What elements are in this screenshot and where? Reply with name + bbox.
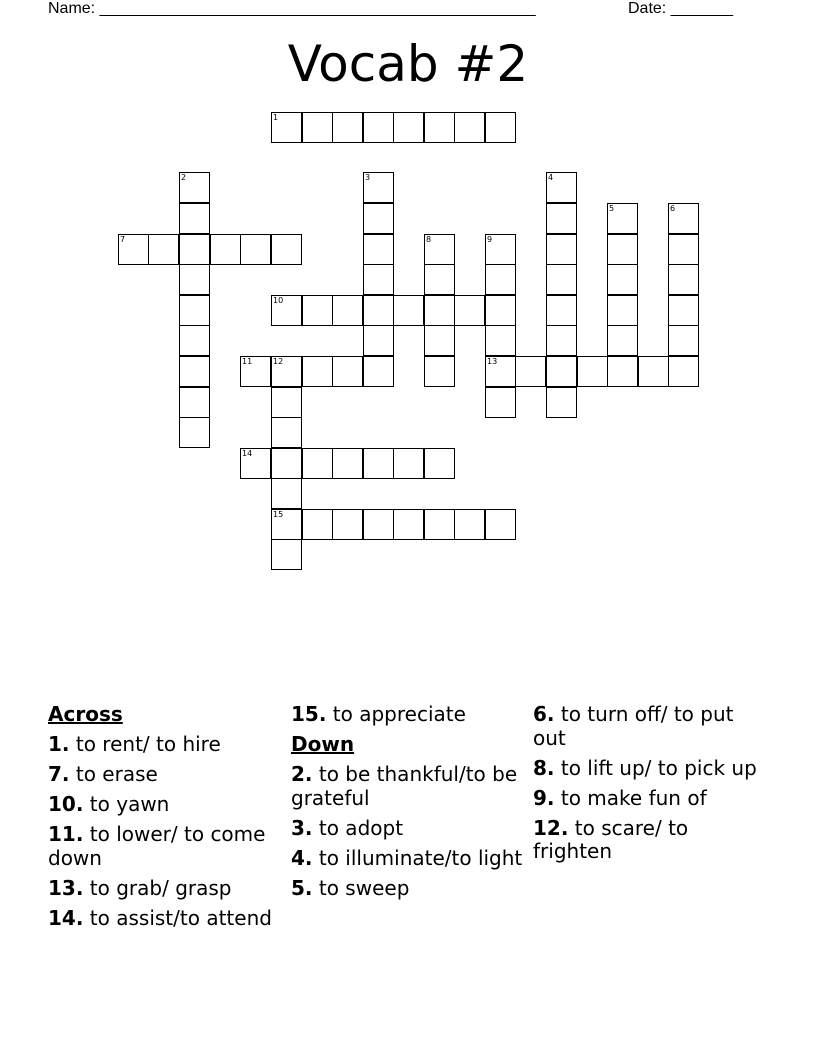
clue-number-label: 6. bbox=[533, 702, 555, 726]
clue-item bbox=[533, 757, 765, 781]
clue-text: to assist/to attend bbox=[83, 905, 272, 930]
grid-cell[interactable] bbox=[179, 325, 210, 356]
grid-cell[interactable] bbox=[485, 387, 516, 418]
grid-cell[interactable] bbox=[271, 417, 302, 448]
grid-cell[interactable] bbox=[302, 112, 333, 143]
clue-number-label: 4. bbox=[291, 845, 313, 870]
grid-cell[interactable] bbox=[302, 295, 333, 326]
grid-cell[interactable] bbox=[454, 509, 485, 540]
grid-cell[interactable] bbox=[363, 172, 394, 203]
grid-cell[interactable] bbox=[393, 509, 424, 540]
grid-cell[interactable] bbox=[607, 325, 638, 356]
grid-cell[interactable] bbox=[332, 112, 363, 143]
clue-item bbox=[291, 877, 523, 901]
clue-text: to scare/ to frighten bbox=[533, 815, 689, 863]
down-clue-list bbox=[291, 763, 523, 900]
clue-number: 13 bbox=[487, 357, 498, 366]
clue-number: 11 bbox=[242, 357, 253, 366]
grid-cell[interactable] bbox=[485, 356, 516, 387]
grid-cell[interactable] bbox=[454, 112, 485, 143]
grid-cell[interactable] bbox=[393, 112, 424, 143]
clue-text: to grab/ grasp bbox=[83, 875, 232, 900]
clue-number-label: 12. bbox=[533, 815, 569, 840]
grid-cell[interactable] bbox=[424, 448, 455, 479]
grid-cell[interactable] bbox=[240, 356, 271, 387]
grid-cell[interactable] bbox=[668, 295, 699, 326]
clue-number-label: 9. bbox=[533, 785, 555, 810]
grid-cell[interactable] bbox=[271, 234, 302, 265]
clue-number: 7 bbox=[120, 235, 126, 244]
clue-number: 3 bbox=[365, 173, 371, 182]
grid-cell[interactable] bbox=[638, 356, 669, 387]
grid-cell[interactable] bbox=[485, 325, 516, 356]
grid-cell[interactable] bbox=[118, 234, 149, 265]
clue-number-label: 1. bbox=[48, 732, 70, 756]
grid-cell[interactable] bbox=[179, 203, 210, 234]
clues-column-2 bbox=[291, 703, 523, 907]
puzzle-title: Vocab #2 bbox=[287, 35, 529, 93]
grid-cell[interactable] bbox=[485, 264, 516, 295]
across-heading: Across bbox=[48, 702, 123, 726]
clue-number: 4 bbox=[548, 173, 554, 182]
clue-text: to yawn bbox=[83, 792, 170, 816]
grid-cell[interactable] bbox=[363, 509, 394, 540]
clues-column-3 bbox=[533, 703, 765, 870]
clue-number: 9 bbox=[487, 235, 493, 244]
grid-cell[interactable] bbox=[363, 203, 394, 234]
clue-number-label: 13. bbox=[48, 875, 84, 900]
grid-cell[interactable] bbox=[179, 234, 210, 265]
grid-cell[interactable] bbox=[607, 264, 638, 295]
clue-number: 12 bbox=[273, 357, 284, 366]
clue-number: 1 bbox=[273, 113, 279, 122]
clue-item bbox=[533, 817, 765, 864]
clue-item bbox=[533, 787, 765, 811]
grid-cell[interactable] bbox=[148, 234, 179, 265]
clue-number-label: 8. bbox=[533, 755, 555, 780]
grid-cell[interactable] bbox=[485, 112, 516, 143]
grid-cell[interactable] bbox=[515, 356, 546, 387]
grid-cell[interactable] bbox=[424, 295, 455, 326]
clue-item bbox=[48, 877, 280, 901]
grid-cell[interactable] bbox=[332, 509, 363, 540]
clue-number-label: 5. bbox=[291, 875, 313, 900]
clue-text: to lift up/ to pick up bbox=[554, 755, 757, 780]
clue-number-label: 15. bbox=[291, 702, 327, 726]
grid-cell[interactable] bbox=[546, 325, 577, 356]
clue-number-label: 7. bbox=[48, 762, 70, 786]
clue-item bbox=[291, 763, 523, 810]
clue-number: 2 bbox=[181, 173, 187, 182]
clue-number: 5 bbox=[609, 204, 615, 213]
grid-cell[interactable] bbox=[363, 325, 394, 356]
grid-cell[interactable] bbox=[271, 295, 302, 326]
grid-cell[interactable] bbox=[210, 234, 241, 265]
grid-cell[interactable] bbox=[271, 539, 302, 570]
grid-cell[interactable] bbox=[546, 234, 577, 265]
grid-cell[interactable] bbox=[668, 325, 699, 356]
grid-cell[interactable] bbox=[363, 234, 394, 265]
clue-number-label: 10. bbox=[48, 792, 84, 816]
clues-column-1 bbox=[48, 703, 280, 937]
grid-cell[interactable] bbox=[302, 509, 333, 540]
grid-cell[interactable] bbox=[546, 203, 577, 234]
clue-item bbox=[291, 847, 523, 871]
grid-cell[interactable] bbox=[240, 448, 271, 479]
grid-cell[interactable] bbox=[668, 234, 699, 265]
grid-cell[interactable] bbox=[607, 356, 638, 387]
clue-number: 14 bbox=[242, 449, 253, 458]
clue-item bbox=[48, 793, 280, 817]
grid-cell[interactable] bbox=[668, 203, 699, 234]
clue-number: 15 bbox=[273, 510, 284, 519]
down-clue-list-continued bbox=[533, 703, 765, 864]
grid-cell[interactable] bbox=[393, 448, 424, 479]
across-clue-list-continued bbox=[291, 703, 523, 727]
grid-cell[interactable] bbox=[363, 112, 394, 143]
grid-cell[interactable] bbox=[179, 172, 210, 203]
clue-number-label: 11. bbox=[48, 822, 84, 846]
clue-text: to turn off/ to put out bbox=[533, 702, 734, 750]
grid-cell[interactable] bbox=[271, 478, 302, 509]
grid-cell[interactable] bbox=[424, 264, 455, 295]
clue-item bbox=[48, 763, 280, 787]
grid-cell[interactable] bbox=[607, 234, 638, 265]
grid-cell[interactable] bbox=[424, 112, 455, 143]
clue-text: to erase bbox=[69, 762, 158, 786]
grid-cell[interactable] bbox=[485, 295, 516, 326]
grid-cell[interactable] bbox=[668, 356, 699, 387]
down-heading: Down bbox=[291, 732, 355, 756]
grid-cell[interactable] bbox=[546, 387, 577, 418]
grid-cell[interactable] bbox=[485, 234, 516, 265]
grid-cell[interactable] bbox=[424, 234, 455, 265]
clue-text: to adopt bbox=[312, 815, 404, 840]
clue-text: to sweep bbox=[312, 875, 410, 900]
grid-cell[interactable] bbox=[607, 203, 638, 234]
grid-cell[interactable] bbox=[546, 172, 577, 203]
date-field-line[interactable]: Date: _______ bbox=[628, 0, 733, 17]
grid-cell[interactable] bbox=[240, 234, 271, 265]
grid-cell[interactable] bbox=[271, 509, 302, 540]
grid-cell[interactable] bbox=[546, 356, 577, 387]
grid-cell[interactable] bbox=[271, 112, 302, 143]
grid-cell[interactable] bbox=[363, 448, 394, 479]
clue-item bbox=[48, 823, 280, 870]
grid-cell[interactable] bbox=[179, 295, 210, 326]
grid-cell[interactable] bbox=[485, 509, 516, 540]
grid-cell[interactable] bbox=[332, 448, 363, 479]
clue-text: to rent/ to hire bbox=[69, 732, 221, 756]
clue-number-label: 14. bbox=[48, 905, 84, 930]
clue-number-label: 3. bbox=[291, 815, 313, 840]
name-field-line[interactable]: Name: _________________________________________________ bbox=[48, 0, 536, 17]
grid-cell[interactable] bbox=[179, 356, 210, 387]
clue-text: to illuminate/to light bbox=[312, 845, 523, 870]
grid-cell[interactable] bbox=[271, 356, 302, 387]
grid-cell[interactable] bbox=[424, 509, 455, 540]
clue-text: to lower/ to come down bbox=[48, 822, 266, 870]
grid-cell[interactable] bbox=[179, 387, 210, 418]
clue-text: to be thankful/to be grateful bbox=[291, 762, 518, 810]
grid-cell[interactable] bbox=[546, 264, 577, 295]
clue-item bbox=[48, 907, 280, 931]
grid-cell[interactable] bbox=[179, 417, 210, 448]
grid-cell[interactable] bbox=[302, 448, 333, 479]
grid-cell[interactable] bbox=[607, 295, 638, 326]
grid-cell[interactable] bbox=[668, 264, 699, 295]
grid-cell[interactable] bbox=[546, 295, 577, 326]
grid-cell[interactable] bbox=[363, 264, 394, 295]
grid-cell[interactable] bbox=[363, 356, 394, 387]
grid-cell[interactable] bbox=[424, 325, 455, 356]
grid-cell[interactable] bbox=[332, 356, 363, 387]
clue-item bbox=[291, 817, 523, 841]
grid-cell[interactable] bbox=[271, 387, 302, 418]
clue-item bbox=[533, 703, 765, 750]
clue-item bbox=[48, 733, 280, 757]
grid-cell[interactable] bbox=[332, 295, 363, 326]
grid-cell[interactable] bbox=[454, 295, 485, 326]
clue-number: 6 bbox=[670, 204, 676, 213]
grid-cell[interactable] bbox=[179, 264, 210, 295]
clue-item bbox=[291, 703, 523, 727]
clue-text: to make fun of bbox=[554, 785, 707, 810]
clue-number: 8 bbox=[426, 235, 432, 244]
grid-cell[interactable] bbox=[424, 356, 455, 387]
clue-text: to appreciate bbox=[326, 702, 466, 726]
grid-cell[interactable] bbox=[302, 356, 333, 387]
clue-number-label: 2. bbox=[291, 762, 313, 786]
clue-number: 10 bbox=[273, 296, 284, 305]
grid-cell[interactable] bbox=[393, 295, 424, 326]
grid-cell[interactable] bbox=[271, 448, 302, 479]
across-clue-list bbox=[48, 733, 280, 930]
grid-cell[interactable] bbox=[577, 356, 608, 387]
grid-cell[interactable] bbox=[363, 295, 394, 326]
